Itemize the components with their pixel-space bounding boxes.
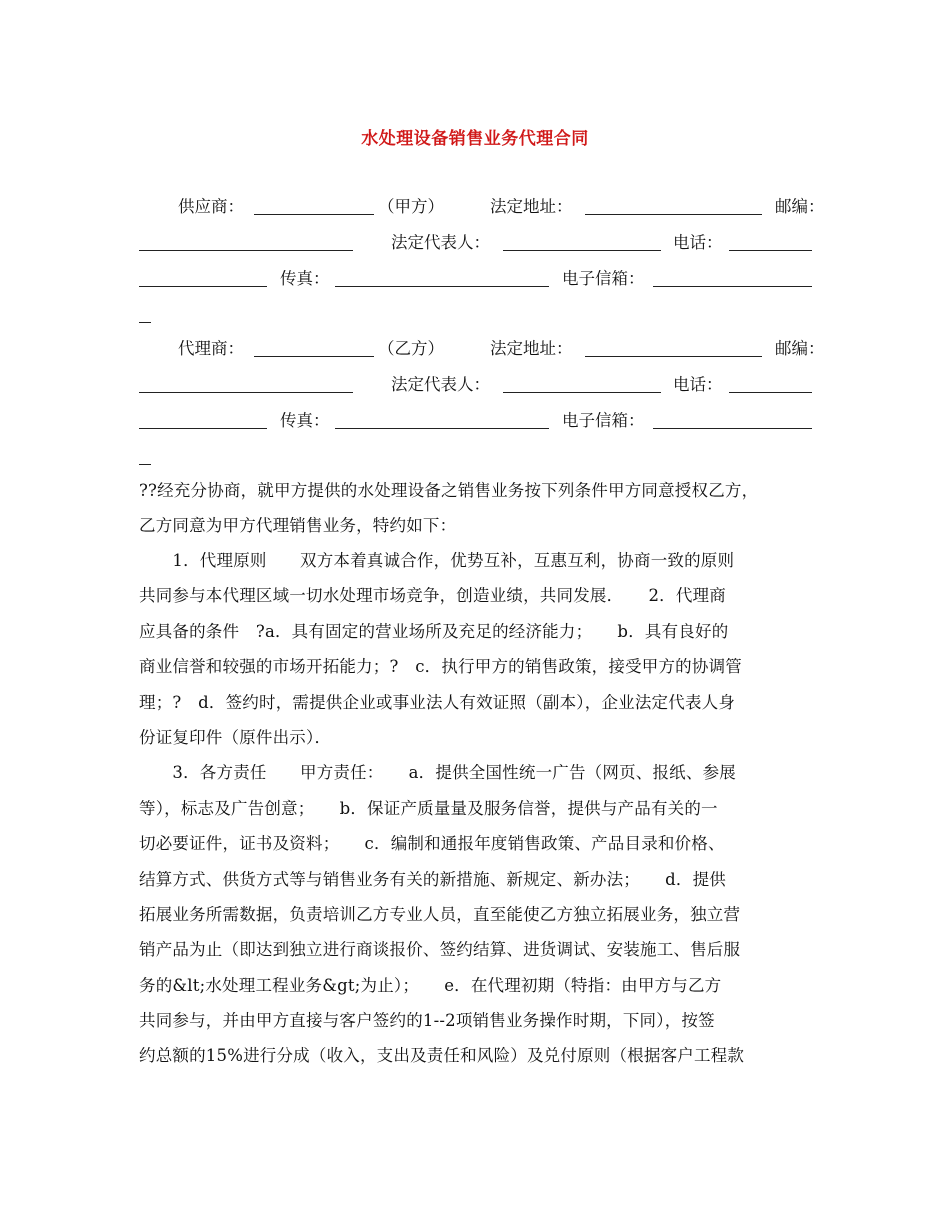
party-b-email-label: 电子信箱： xyxy=(562,411,645,430)
party-a-zip-label: 邮编： xyxy=(775,197,825,216)
party-b-phone-label: 电话： xyxy=(673,375,723,394)
body-line: 切必要证件，证书及资料； c．编制和通报年度销售政策、产品目录和价格、 xyxy=(139,834,725,853)
party-b-address-field[interactable] xyxy=(585,338,762,360)
body-line: 理；? d．签约时，需提供企业或事业法人有效证照（副本），企业法定代表人身 xyxy=(139,693,736,712)
party-a-email-label: 电子信箱： xyxy=(562,269,645,288)
agent-name-field[interactable] xyxy=(254,338,374,360)
party-b-phone-field[interactable] xyxy=(729,374,812,396)
party-a-rep-label: 法定代表人： xyxy=(391,233,490,252)
party-a-email-field-cont[interactable] xyxy=(139,322,151,323)
body-line: 结算方式、供货方式等与销售业务有关的新措施、新规定、新办法； d．提供 xyxy=(139,870,727,889)
body-line: 销产品为止（即达到独立进行商谈报价、签约结算、进货调试、安装施工、售后服 xyxy=(139,940,741,959)
party-b-zip-label: 邮编： xyxy=(775,339,825,358)
party-a-phone-label: 电话： xyxy=(673,233,723,252)
party-b-rep-field[interactable] xyxy=(503,374,661,396)
party-a-zip-field[interactable] xyxy=(139,232,353,254)
body-line: 约总额的15%进行分成（收入，支出及责任和风险）及兑付原则（根据客户工程款 xyxy=(139,1046,745,1065)
body-line: 乙方同意为甲方代理销售业务，特约如下： xyxy=(139,516,457,535)
contract-title: 水处理设备销售业务代理合同 xyxy=(361,129,589,149)
body-line: 份证复印件（原件出示）． xyxy=(139,728,332,747)
party-a-phone-field-cont[interactable] xyxy=(139,268,267,290)
body-line: ??经充分协商，就甲方提供的水处理设备之销售业务按下列条件甲方同意授权乙方， xyxy=(139,481,759,500)
party-b-zip-field[interactable] xyxy=(139,374,353,396)
body-line: 商业信誉和较强的市场开拓能力；? c．执行甲方的销售政策，接受甲方的协调管 xyxy=(139,657,742,676)
party-a-phone-field[interactable] xyxy=(729,232,812,254)
body-line: 应具备的条件 ?a．具有固定的营业场所及充足的经济能力； b．具有良好的 xyxy=(139,622,729,641)
party-b-tag: （乙方） xyxy=(378,339,444,358)
party-a-email-field[interactable] xyxy=(653,268,812,290)
party-a-address-field[interactable] xyxy=(585,196,762,218)
body-line: 共同参与本代理区域一切水处理市场竞争，创造业绩，共同发展． 2．代理商 xyxy=(139,586,726,605)
body-line: 务的&lt;水处理工程业务&gt;为止）； e．在代理初期（特指：由甲方与乙方 xyxy=(139,976,722,995)
party-a-fax-field[interactable] xyxy=(335,268,549,290)
party-b-phone-field-cont[interactable] xyxy=(139,410,267,432)
supplier-name-field[interactable] xyxy=(254,196,374,218)
party-a-tag: （甲方） xyxy=(378,197,444,216)
body-line: 1．代理原则 双方本着真诚合作，优势互补，互惠互利，协商一致的原则 xyxy=(139,551,735,570)
supplier-label: 供应商： xyxy=(178,197,244,216)
party-b-fax-label: 传真： xyxy=(280,411,330,430)
body-line: 3．各方责任 甲方责任： a．提供全国性统一广告（网页、报纸、参展 xyxy=(139,763,736,782)
party-a-rep-field[interactable] xyxy=(503,232,661,254)
party-a-address-label: 法定地址： xyxy=(490,197,573,216)
agent-label: 代理商： xyxy=(178,339,244,358)
party-b-email-field[interactable] xyxy=(653,410,812,432)
party-b-email-field-cont[interactable] xyxy=(139,464,151,465)
body-line: 等），标志及广告创意； b．保证产质量量及服务信誉，提供与产品有关的一 xyxy=(139,799,718,818)
body-line: 共同参与，并由甲方直接与客户签约的1--2项销售业务操作时期，下同），按签 xyxy=(139,1011,715,1030)
party-b-fax-field[interactable] xyxy=(335,410,549,432)
party-b-rep-label: 法定代表人： xyxy=(391,375,490,394)
party-a-fax-label: 传真： xyxy=(280,269,330,288)
body-line: 拓展业务所需数据，负责培训乙方专业人员，直至能使乙方独立拓展业务，独立营 xyxy=(139,905,741,924)
party-b-address-label: 法定地址： xyxy=(490,339,573,358)
